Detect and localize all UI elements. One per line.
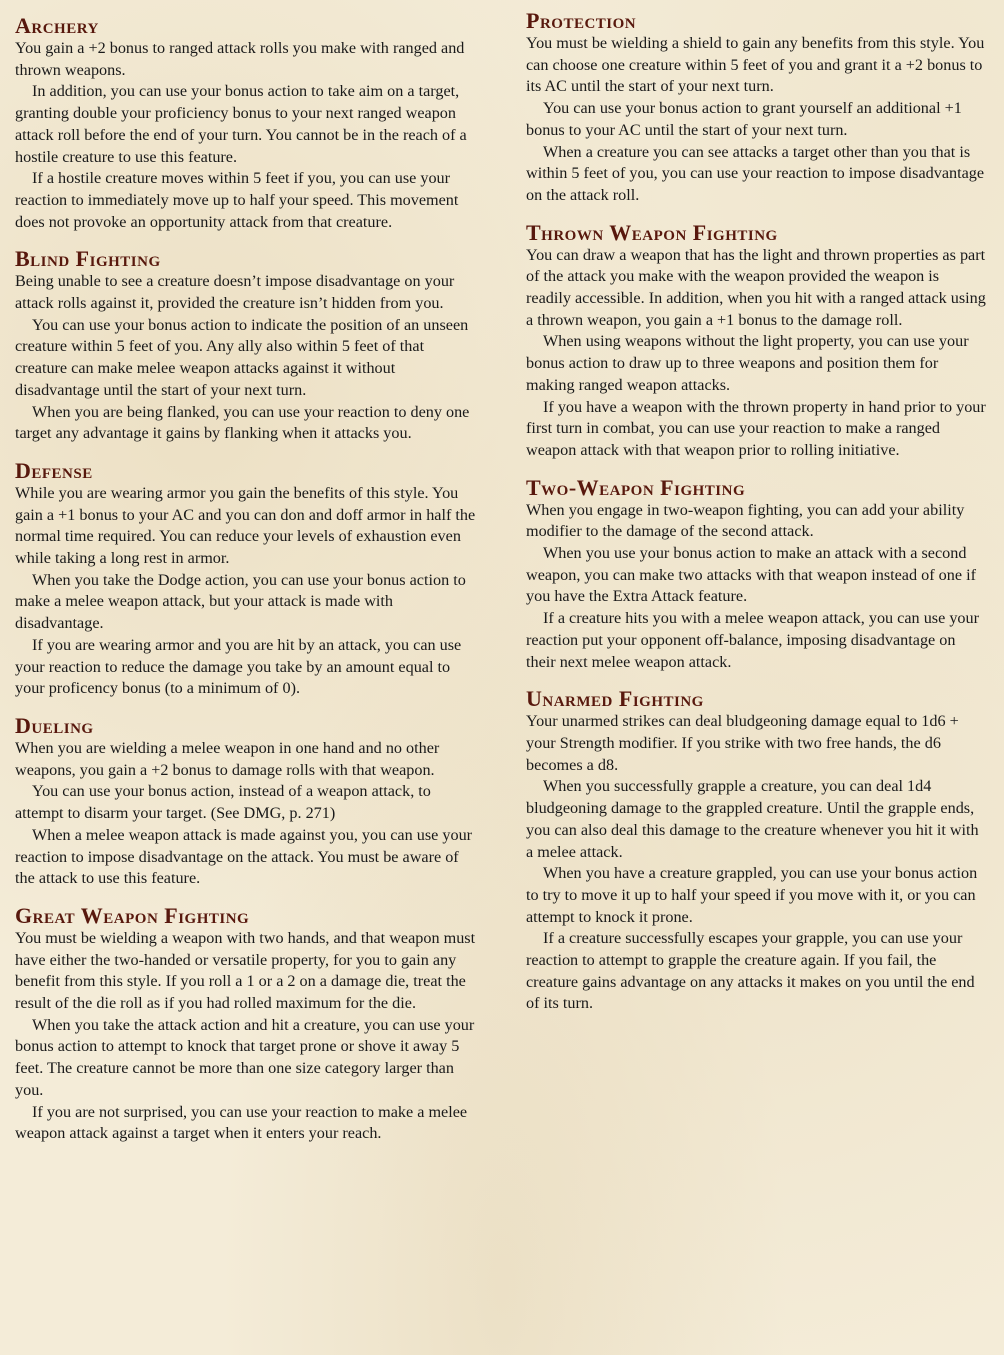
section-two-weapon-fighting — [526, 476, 988, 674]
paragraph: If a creature hits you with a melee weapon attack, you can use your reaction put your opponent off-balance, imposing disadvantage on their next melee weapon attack. — [526, 609, 979, 671]
paragraph: In addition, you can use your bonus action to take aim on a target, granting double your proficiency bonus to your next ranged weapon attack roll before the end of your turn. You cannot be in the reach of a hostile creature to use this feature. — [15, 82, 467, 166]
section-blind-fighting — [15, 247, 477, 445]
paragraph: You can draw a weapon that has the light and thrown properties as part of the attack you make with the weapon provided the weapon is readily accessible. In addition, when you hit with a ranged attack using a thrown weapon, you gain a +1 bonus to the damage roll. — [526, 245, 986, 329]
section-great-weapon-fighting — [15, 904, 477, 1145]
paragraph: You must be wielding a shield to gain any benefits from this style. You can choose one creature within 5 feet of you and grant it a +2 bonus to its AC until the start of your next turn. — [526, 34, 985, 96]
paragraph: When a creature you can see attacks a target other than you that is within 5 feet of you, you can use your reaction to impose disadvantage on the attack roll. — [526, 142, 985, 204]
section-unarmed-fighting — [526, 687, 988, 1015]
paragraph: Being unable to see a creature doesn’t impose disadvantage on your attack rolls against it, provided the creature isn’t hidden from you. — [15, 272, 455, 313]
paragraph: If you are wearing armor and you are hit by an attack, you can use your reaction to reduce the damage you take by an amount equal to your proficency bonus (to a minimum of 0). — [15, 635, 462, 698]
paragraph: You can use your bonus action to indicate the position of an unseen creature within 5 feet of you. Any ally also within 5 feet of that creature can make melee weapon attacks against it without disadvantage until the start of your next turn. — [15, 315, 469, 399]
section-title: Thrown Weapon Fighting — [526, 219, 778, 245]
section-title: Unarmed Fighting — [526, 686, 704, 712]
section-title: Dueling — [15, 712, 94, 738]
paragraph: While you are wearing armor you gain the benefits of this style. You gain a +1 bonus to your AC and you can don and doff armor in half the normal time required. You can reduce your levels of exhaustion even while taking a long rest in armor. — [15, 483, 476, 568]
paragraph: If a hostile creature moves within 5 feet if you, you can use your reaction to immediately move up to half your speed. This movement does not provoke an opportunity attack from that creature. — [15, 169, 459, 231]
paragraph: You must be wielding a weapon with two hands, and that weapon must have either the two-handed or versatile property, for you to gain any benefit from this style. If you roll a 1 or a 2 on a damage die, treat the result of the die roll as if you had rolled maximum for the die. — [15, 928, 476, 1013]
paragraph: You gain a +2 bonus to ranged attack rolls you make with ranged and thrown weapons. — [15, 39, 465, 79]
section-title: Great Weapon Fighting — [15, 902, 250, 928]
paragraph: If you have a weapon with the thrown property in hand prior to your first turn in combat, you can use your reaction to make a ranged weapon attack with that weapon prior to rolling initiative. — [526, 397, 986, 459]
section-title: Protection — [526, 8, 637, 33]
paragraph: You can use your bonus action, instead of a weapon attack, to attempt to disarm your target. (See DMG, p. 271) — [15, 782, 431, 823]
paragraph: When you have a creature grappled, you can use your bonus action to try to move it up to half your speed if you move with it, or you can attempt to knock it prone. — [526, 864, 978, 926]
section-dueling — [15, 714, 477, 890]
paragraph: Your unarmed strikes can deal bludgeoning damage equal to 1d6 + your Strength modifier. If you strike with two free hands, the d6 becomes a d8. — [526, 712, 959, 774]
paragraph: You can use your bonus action to grant yourself an additional +1 bonus to your AC until the start of your next turn. — [526, 99, 962, 139]
paragraph: When you are being flanked, you can use your reaction to deny one target any advantage it gains by flanking when it attacks you. — [15, 402, 470, 443]
paragraph: When you engage in two-weapon fighting, you can add your ability modifier to the damage of the second attack. — [526, 500, 965, 541]
paragraph: If you are not surprised, you can use your reaction to make a melee weapon attack against a target when it enters your reach. — [15, 1102, 468, 1143]
paragraph: When you use your bonus action to make an attack with a second weapon, you can make two attacks with that weapon instead of one if you have the Extra Attack feature. — [526, 544, 976, 606]
paragraph: When you take the Dodge action, you can use your bonus action to make a melee weapon attack, but your attack is made with disadvantage. — [15, 570, 466, 633]
paragraph: When you are wielding a melee weapon in one hand and no other weapons, you gain a +2 bonus to damage rolls with that weapon. — [15, 738, 440, 779]
section-archery — [15, 14, 477, 233]
section-title: Defense — [15, 457, 93, 483]
paragraph: When you take the attack action and hit a creature, you can use your bonus action to attempt to knock that target prone or shove it away 5 feet. The creature cannot be more than one size category larger than you. — [15, 1015, 475, 1099]
paragraph: When using weapons without the light property, you can use your bonus action to draw up to three weapons and position them for making ranged weapon attacks. — [526, 332, 969, 394]
left-column — [15, 14, 477, 1159]
paragraph: When you successfully grapple a creature, you can deal 1d4 bludgeoning damage to the grappled creature. Until the grapple ends, you can also deal this damage to the creature whenever you hit it with a melee attack. — [526, 777, 979, 861]
section-thrown-weapon-fighting — [526, 221, 988, 462]
paragraph: When a melee weapon attack is made against you, you can use your reaction to impose disadvantage on the attack. You must be aware of the attack to use this feature. — [15, 825, 473, 888]
section-title: Blind Fighting — [15, 246, 161, 272]
section-protection — [526, 9, 988, 207]
right-column — [526, 9, 988, 1029]
section-defense — [15, 459, 477, 700]
section-title: Archery — [15, 13, 99, 38]
paragraph: If a creature successfully escapes your grapple, you can use your reaction to attempt to grapple the creature again. If you fail, the creature gains advantage on any attacks it makes on you until the end of its turn. — [526, 929, 975, 1013]
section-title: Two-Weapon Fighting — [526, 474, 746, 500]
